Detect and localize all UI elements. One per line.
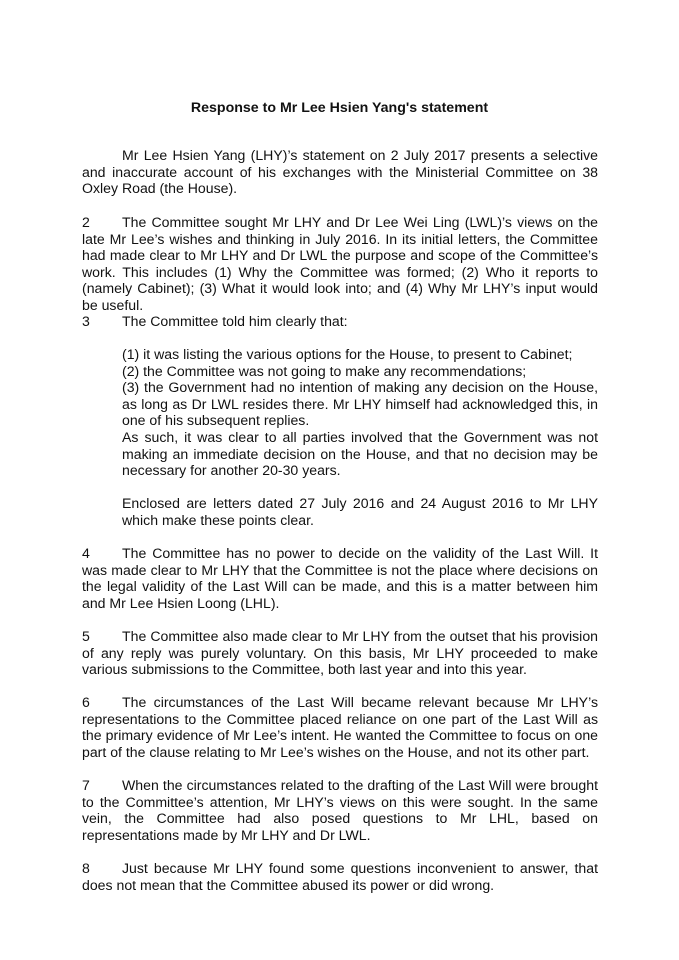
paragraph-text: Just because Mr LHY found some questions inconvenient to answer, that does not mean that the Committee abused its power or did wrong.	[82, 860, 598, 893]
paragraph-number: 8	[82, 860, 90, 876]
paragraph-6	[82, 694, 598, 760]
paragraph-3-sub-2: Enclosed are letters dated 27 July 2016 and 24 August 2016 to Mr LHY which make these points clear.	[122, 495, 598, 528]
paragraph-2	[82, 214, 598, 314]
paragraph-text: The Committee sought Mr LHY and Dr Lee Wei Ling (LWL)’s views on the late Mr Lee’s wishes and thinking in July 2016. In its initial letters, the Committee had made clear to Mr LHY and Dr LWL the purpose and scope of the Committee’s work. This includes (1) Why the Committee was formed; (2) Who it reports to (namely Cabinet); (3) What it would look into; and (4) Why Mr LHY’s input would be useful.	[82, 214, 598, 313]
paragraph-text: When the circumstances related to the drafting of the Last Will were brought to the Committee’s attention, Mr LHY’s views on this were sought. In the same vein, the Committee had also posed questions to Mr LHL, based on representations made by Mr LHY and Dr LWL.	[82, 777, 598, 843]
paragraph-5	[82, 628, 598, 678]
paragraph-7	[82, 777, 598, 843]
paragraph-number: 4	[82, 545, 90, 561]
paragraph-3-sub-1: As such, it was clear to all parties involved that the Government was not making an immediate decision on the House, and that no decision may be necessary for another 20-30 years.	[122, 429, 598, 479]
paragraph-number: 7	[82, 777, 90, 793]
list-item: (3) the Government had no intention of making any decision on the House, as long as Dr LWL resides there. Mr LHY himself had acknowledged this, in one of his subsequent replies.	[122, 379, 598, 429]
paragraph-text: The circumstances of the Last Will became relevant because Mr LHY’s representations to the Committee placed reliance on one part of the Last Will as the primary evidence of Mr Lee’s intent. He wanted the Committee to focus on one part of the clause relating to Mr Lee’s wishes on the House, and not its other part.	[82, 694, 598, 760]
intro-paragraph	[82, 147, 598, 197]
paragraph-3	[82, 313, 598, 330]
paragraph-text: The Committee also made clear to Mr LHY from the outset that his provision of any reply was purely voluntary. On this basis, Mr LHY proceeded to make various submissions to the Committee, both last year and into this year.	[82, 628, 598, 678]
paragraph-number: 6	[82, 694, 90, 710]
paragraph-number: 5	[82, 628, 90, 644]
paragraph-4	[82, 545, 598, 611]
list-item: (1) it was listing the various options for the House, to present to Cabinet;	[122, 346, 573, 362]
document-title: Response to Mr Lee Hsien Yang's statement	[190, 100, 489, 116]
paragraph-text: The Committee has no power to decide on the validity of the Last Will. It was made clear to Mr LHY that the Committee is not the place where decisions on the legal validity of the Last Will can be made, and this is a matter between him and Mr Lee Hsien Loong (LHL).	[82, 545, 598, 611]
paragraph-3-list	[122, 346, 598, 429]
paragraph-number: 3	[82, 313, 90, 329]
paragraph-text: The Committee told him clearly that:	[122, 313, 348, 329]
intro-text: Mr Lee Hsien Yang (LHY)’s statement on 2 July 2017 presents a selective and inaccurate account of his exchanges with the Ministerial Committee on 38 Oxley Road (the House).	[82, 147, 598, 197]
list-item: (2) the Committee was not going to make any recommendations;	[122, 362, 527, 379]
paragraph-8	[82, 860, 598, 893]
paragraph-number: 2	[82, 214, 90, 230]
